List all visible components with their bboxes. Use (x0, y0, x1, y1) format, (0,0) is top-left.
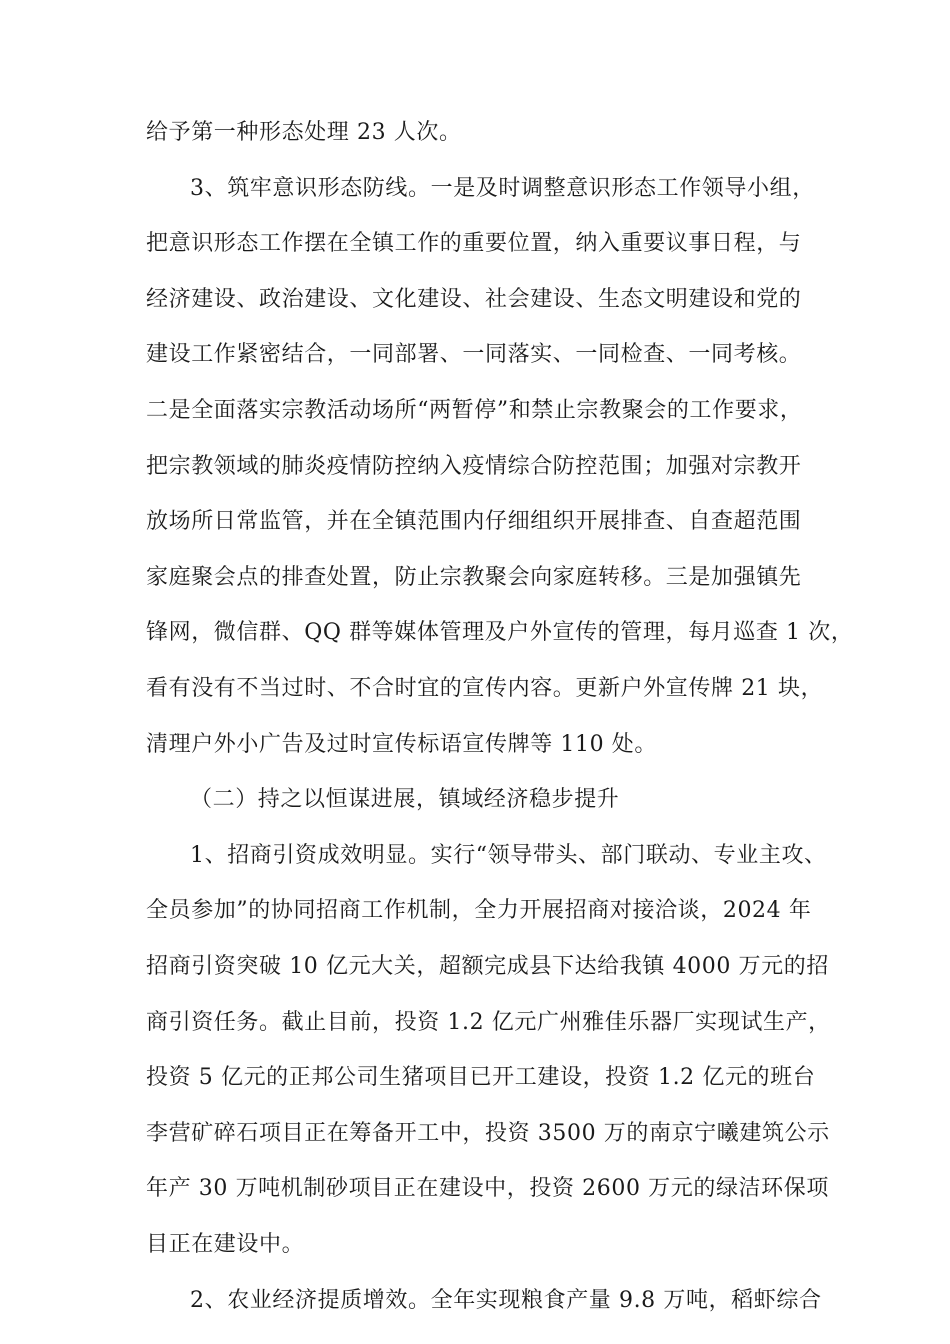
text-line: 投资 5 亿元的正邦公司生猪项目已开工建设，投资 1.2 亿元的班台 (146, 1065, 816, 1090)
text-line: 商引资任务。截止目前，投资 1.2 亿元广州雅佳乐器厂实现试生产， (146, 1010, 831, 1035)
text-line: 经济建设、政治建设、文化建设、社会建设、生态文明建设和党的 (146, 287, 802, 312)
text-line: 家庭聚会点的排查处置，防止宗教聚会向家庭转移。三是加强镇先 (146, 565, 802, 590)
text-line: 看有没有不当过时、不合时宜的宣传内容。更新户外宣传牌 21 块， (146, 676, 824, 701)
text-line: 把意识形态工作摆在全镇工作的重要位置，纳入重要议事日程，与 (146, 231, 802, 256)
text-line: 招商引资突破 10 亿元大关，超额完成县下达给我镇 4000 万元的招 (146, 954, 829, 979)
text-line: 目正在建设中。 (146, 1232, 305, 1257)
paragraph-heading: 2、农业经济提质增效。全年实现粮食产量 9.8 万吨，稻虾综合 (190, 1288, 822, 1313)
text-line: 二是全面落实宗教活动场所“两暂停”和禁止宗教聚会的工作要求， (146, 398, 803, 423)
text-line: 锋网，微信群、QQ 群等媒体管理及户外宣传的管理，每月巡查 1 次， (146, 620, 854, 645)
text-line: 清理户外小广告及过时宣传标语宣传牌等 110 处。 (146, 732, 657, 757)
text-line: 年产 30 万吨机制砂项目正在建设中，投资 2600 万元的绿洁环保项 (146, 1176, 829, 1201)
paragraph-heading: 1、招商引资成效明显。实行“领导带头、部门联动、专业主攻、 (190, 843, 827, 868)
text-line: 放场所日常监管，并在全镇范围内仔细组织开展排查、自查超范围 (146, 509, 802, 534)
text-line: 建设工作紧密结合，一同部署、一同落实、一同检查、一同考核。 (146, 342, 802, 367)
text-line: 把宗教领域的肺炎疫情防控纳入疫情综合防控范围；加强对宗教开 (146, 454, 802, 479)
text-line: 李营矿碎石项目正在筹备开工中，投资 3500 万的南京宁曦建筑公示 (146, 1121, 830, 1146)
text-line: 全员参加”的协同招商工作机制，全力开展招商对接洽谈，2024 年 (146, 898, 812, 923)
section-heading: （二）持之以恒谋进展，镇域经济稳步提升 (190, 787, 620, 812)
text-line: 给予第一种形态处理 23 人次。 (146, 120, 462, 145)
paragraph-heading: 3、筑牢意识形态防线。一是及时调整意识形态工作领导小组， (190, 176, 815, 201)
